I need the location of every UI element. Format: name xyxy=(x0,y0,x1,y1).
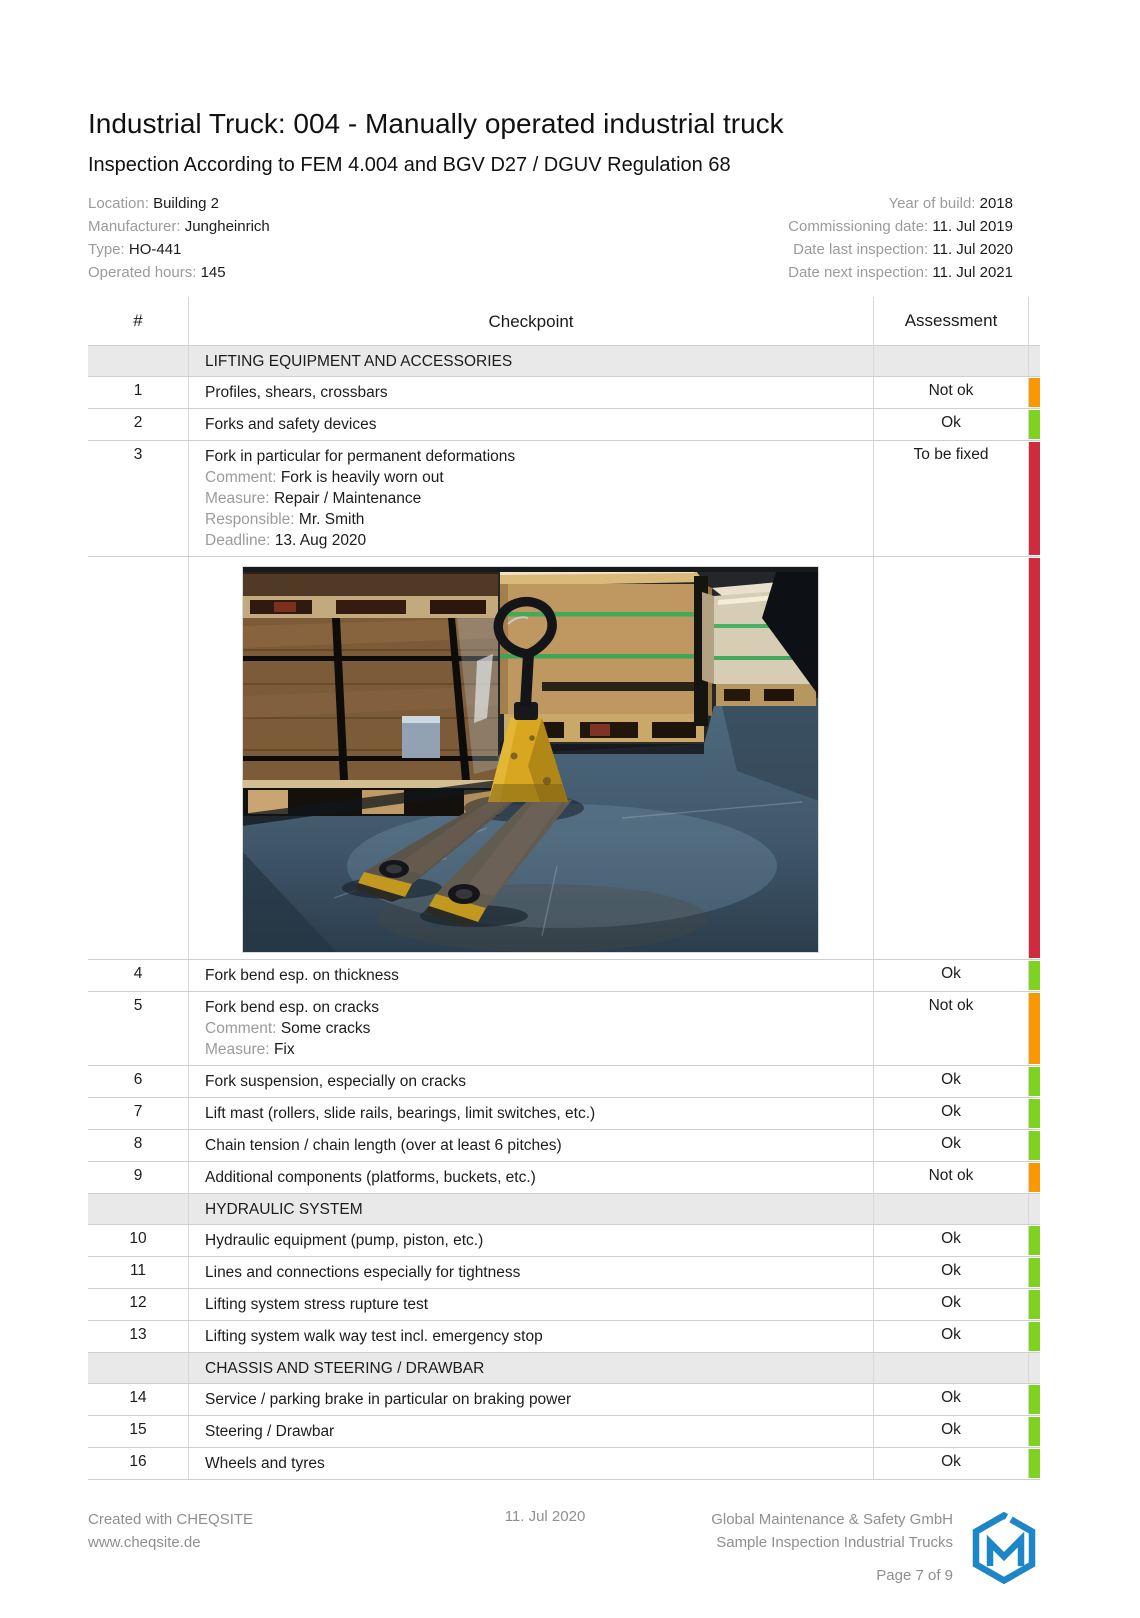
assessment-value: Ok xyxy=(873,1448,1028,1479)
table-row xyxy=(88,1225,1040,1257)
assessment-value: Ok xyxy=(873,960,1028,991)
status-stripe xyxy=(1028,409,1040,440)
checkpoint-cell xyxy=(188,1225,873,1256)
row-number: 14 xyxy=(129,1389,147,1406)
table-row xyxy=(88,377,1040,409)
page-number: Page 7 of 9 xyxy=(876,1567,953,1584)
footer-website-link[interactable]: www.cheqsite.de xyxy=(88,1534,201,1551)
assessment-value: Ok xyxy=(873,1098,1028,1129)
checkpoint-cell xyxy=(188,409,873,440)
assessment-value: To be fixed xyxy=(873,441,1028,556)
row-number: 8 xyxy=(133,1135,143,1152)
status-stripe xyxy=(1028,1098,1040,1129)
checkpoint-cell xyxy=(188,1162,873,1193)
status-stripe xyxy=(1028,557,1040,959)
table-row xyxy=(88,409,1040,441)
row-number: 7 xyxy=(133,1103,143,1120)
section-row xyxy=(88,1194,1040,1225)
checkpoint-cell xyxy=(188,1098,873,1129)
checkpoint-label: Lifting system walk way test incl. emergency stop xyxy=(205,1328,543,1345)
section-row xyxy=(88,346,1040,377)
assessment-value: Not ok xyxy=(873,377,1028,408)
table-row xyxy=(88,1321,1040,1353)
checkpoint-cell xyxy=(188,1416,873,1447)
photo-row xyxy=(88,557,1040,960)
assessment-value: Not ok xyxy=(873,992,1028,1065)
detail-label: Deadline: xyxy=(205,532,271,549)
section-row xyxy=(88,1353,1040,1384)
status-stripe xyxy=(1028,377,1040,408)
checkpoint-cell xyxy=(188,960,873,991)
checkpoint-cell xyxy=(188,1289,873,1320)
table-body xyxy=(88,346,1040,1480)
checkpoint-label: Wheels and tyres xyxy=(205,1455,325,1472)
detail-value: Some cracks xyxy=(280,1020,371,1037)
assessment-value xyxy=(873,557,1028,959)
status-stripe xyxy=(1028,992,1040,1065)
row-number: 3 xyxy=(133,446,143,463)
status-stripe xyxy=(1028,1130,1040,1161)
checkpoint-label: Hydraulic equipment (pump, piston, etc.) xyxy=(205,1232,484,1249)
row-number: 10 xyxy=(129,1230,147,1247)
assessment-value: Ok xyxy=(873,1289,1028,1320)
checkpoint-label: Lines and connections especially for tightness xyxy=(205,1264,521,1281)
assessment-value xyxy=(873,1353,1028,1383)
table-row xyxy=(88,1066,1040,1098)
row-number: 12 xyxy=(129,1294,147,1311)
status-stripe xyxy=(1028,1416,1040,1447)
table-row xyxy=(88,1130,1040,1162)
row-number: 16 xyxy=(129,1453,147,1470)
row-number: 2 xyxy=(133,414,143,431)
checkpoint-label: Forks and safety devices xyxy=(205,416,377,433)
row-number: 4 xyxy=(133,965,143,982)
row-number: 5 xyxy=(133,997,143,1014)
checkpoint-detail xyxy=(205,1018,863,1039)
meta-operated-hours: Operated hours: 145 xyxy=(88,264,226,281)
status-stripe xyxy=(1028,1353,1040,1383)
footer-created-line: Created with CHEQSITE xyxy=(88,1511,254,1528)
table-row xyxy=(88,1384,1040,1416)
detail-label: Measure: xyxy=(205,1041,270,1058)
checkpoint-cell xyxy=(188,1448,873,1479)
footer-created xyxy=(88,1508,253,1554)
meta-right xyxy=(788,192,1013,284)
detail-label: Comment: xyxy=(205,469,277,486)
meta-date-next-inspection: Date next inspection: 11. Jul 2021 xyxy=(788,264,1013,281)
checkpoint-cell xyxy=(188,1384,873,1415)
page-subtitle: Inspection According to FEM 4.004 and BGV D27 / DGUV Regulation 68 xyxy=(88,154,731,176)
checkpoint-cell xyxy=(188,992,873,1065)
row-number xyxy=(88,557,188,959)
table-row xyxy=(88,1289,1040,1321)
checkpoint-cell xyxy=(188,1257,873,1288)
meta-type: Type: HO-441 xyxy=(88,241,182,258)
checkpoint-label: Service / parking brake in particular on braking power xyxy=(205,1391,572,1408)
left-crate-stack xyxy=(242,566,498,816)
row-number: 1 xyxy=(133,382,143,399)
row-number xyxy=(88,1194,188,1224)
detail-label: Responsible: xyxy=(205,511,295,528)
detail-value: Fork is heavily worn out xyxy=(280,469,444,486)
checkpoint-label: Fork bend esp. on cracks xyxy=(205,999,380,1016)
assessment-value: Ok xyxy=(873,409,1028,440)
footer-company-name: Global Maintenance & Safety GmbH xyxy=(711,1511,953,1528)
table-row xyxy=(88,1416,1040,1448)
status-stripe xyxy=(1028,441,1040,556)
row-number: 15 xyxy=(129,1421,147,1438)
checkpoint-label: Fork in particular for permanent deformations xyxy=(205,448,516,465)
checkpoint-label: Additional components (platforms, buckets, etc.) xyxy=(205,1169,536,1186)
assessment-value: Ok xyxy=(873,1321,1028,1352)
section-label: LIFTING EQUIPMENT AND ACCESSORIES xyxy=(188,346,873,376)
status-stripe xyxy=(1028,1257,1040,1288)
assessment-value: Ok xyxy=(873,1257,1028,1288)
section-label: CHASSIS AND STEERING / DRAWBAR xyxy=(188,1353,873,1383)
column-header-num: # xyxy=(133,311,143,330)
status-stripe xyxy=(1028,1225,1040,1256)
checkpoint-label: Fork bend esp. on thickness xyxy=(205,967,399,984)
status-stripe xyxy=(1028,1384,1040,1415)
detail-value: 13. Aug 2020 xyxy=(274,532,367,549)
table-row xyxy=(88,1448,1040,1480)
section-label: HYDRAULIC SYSTEM xyxy=(188,1194,873,1224)
checkpoint-cell xyxy=(188,377,873,408)
status-stripe xyxy=(1028,1289,1040,1320)
checkpoint-detail xyxy=(205,530,863,551)
checkpoint-detail xyxy=(205,1039,863,1060)
table-row xyxy=(88,1098,1040,1130)
status-stripe xyxy=(1028,960,1040,991)
row-number: 6 xyxy=(133,1071,143,1088)
assessment-value: Ok xyxy=(873,1130,1028,1161)
detail-value: Fix xyxy=(273,1041,295,1058)
status-stripe xyxy=(1028,1162,1040,1193)
table-row xyxy=(88,1162,1040,1194)
checkpoint-label: Profiles, shears, crossbars xyxy=(205,384,388,401)
checkpoint-cell xyxy=(188,1321,873,1352)
status-stripe xyxy=(1028,1321,1040,1352)
row-number xyxy=(88,1353,188,1383)
table-header-row xyxy=(88,297,1040,346)
row-number xyxy=(88,346,188,376)
row-number: 9 xyxy=(133,1167,143,1184)
assessment-value: Not ok xyxy=(873,1162,1028,1193)
table-row xyxy=(88,992,1040,1066)
checkpoint-photo xyxy=(242,566,819,953)
assessment-value: Ok xyxy=(873,1066,1028,1097)
checkpoint-label: Fork suspension, especially on cracks xyxy=(205,1073,467,1090)
table-row xyxy=(88,960,1040,992)
status-stripe xyxy=(1028,1194,1040,1224)
meta-manufacturer: Manufacturer: Jungheinrich xyxy=(88,218,270,235)
meta-location: Location: Building 2 xyxy=(88,195,219,212)
detail-value: Repair / Maintenance xyxy=(273,490,422,507)
assessment-value xyxy=(873,346,1028,376)
status-stripe xyxy=(1028,1448,1040,1479)
footer-date: 11. Jul 2020 xyxy=(504,1508,586,1525)
column-header-stripe xyxy=(1028,297,1040,345)
checkpoint-cell xyxy=(188,441,873,556)
checkpoint-detail xyxy=(205,467,863,488)
row-number: 13 xyxy=(129,1326,147,1343)
status-stripe xyxy=(1028,1066,1040,1097)
cheqsite-logo-icon xyxy=(970,1512,1038,1589)
detail-label: Comment: xyxy=(205,1020,277,1037)
detail-label: Measure: xyxy=(205,490,270,507)
checkpoint-table xyxy=(88,297,1040,1480)
meta-left xyxy=(88,192,270,284)
column-header-assessment: Assessment xyxy=(873,297,1028,345)
checkpoint-label: Lift mast (rollers, slide rails, bearings, limit switches, etc.) xyxy=(205,1105,596,1122)
assessment-value: Ok xyxy=(873,1416,1028,1447)
checkpoint-cell xyxy=(188,557,873,959)
column-header-checkpoint: Checkpoint xyxy=(188,297,873,345)
meta-commissioning-date: Commissioning date: 11. Jul 2019 xyxy=(788,218,1013,235)
checkpoint-label: Chain tension / chain length (over at least 6 pitches) xyxy=(205,1137,562,1154)
page-title: Industrial Truck: 004 - Manually operated industrial truck xyxy=(88,108,784,139)
meta-date-last-inspection: Date last inspection: 11. Jul 2020 xyxy=(793,241,1013,258)
footer-company xyxy=(711,1508,953,1554)
table-row xyxy=(88,441,1040,557)
checkpoint-label: Lifting system stress rupture test xyxy=(205,1296,429,1313)
row-number: 11 xyxy=(129,1262,147,1279)
checkpoint-cell xyxy=(188,1130,873,1161)
checkpoint-photo-frame xyxy=(242,566,819,953)
meta-year-of-build: Year of build: 2018 xyxy=(888,195,1013,212)
footer-company-subtitle: Sample Inspection Industrial Trucks xyxy=(716,1534,953,1551)
checkpoint-detail xyxy=(205,509,863,530)
checkpoint-cell xyxy=(188,1066,873,1097)
assessment-value xyxy=(873,1194,1028,1224)
assessment-value: Ok xyxy=(873,1225,1028,1256)
checkpoint-label: Steering / Drawbar xyxy=(205,1423,335,1440)
table-row xyxy=(88,1257,1040,1289)
assessment-value: Ok xyxy=(873,1384,1028,1415)
checkpoint-detail xyxy=(205,488,863,509)
detail-value: Mr. Smith xyxy=(298,511,365,528)
status-stripe xyxy=(1028,346,1040,376)
